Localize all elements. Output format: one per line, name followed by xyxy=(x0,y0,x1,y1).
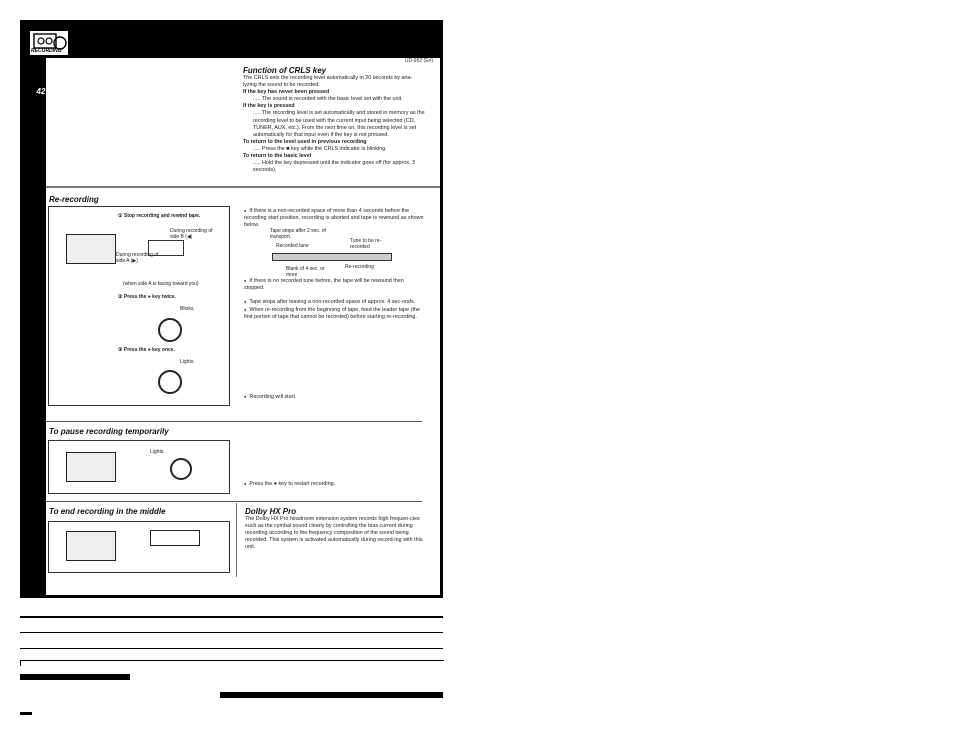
record-key-icon xyxy=(158,318,182,342)
deck-illustration-3 xyxy=(66,531,116,561)
section-tab xyxy=(28,342,46,394)
end-title: To end recording in the middle xyxy=(49,507,166,516)
will-start: ● Recording will start. xyxy=(244,393,424,401)
deck-illustration xyxy=(66,234,116,264)
rerec-notes xyxy=(244,207,424,229)
crls-intro: The CRLS sets the recording level automatically in 20 seconds by ana-lyzing the sound to be recorded. xyxy=(243,75,413,89)
scan-artifact xyxy=(20,616,443,618)
crls-p4: ..... Hold the key depressed until the indicator goes off (for approx. 3 seconds). xyxy=(253,160,416,174)
stop-keys-icon xyxy=(150,530,200,546)
scan-artifact-3 xyxy=(20,648,443,649)
crls-p2: ..... The recording level is set automatically and stored in memory as the recording level to be used with the current input being selected (CD, TUNER, AUX, etc.). From the next time on, this recording level is set automatically for that input even if the key is not pressed. xyxy=(253,110,425,138)
rewind-keys xyxy=(148,240,184,256)
will-start-block xyxy=(244,393,424,401)
crls-title: Function of CRLS key xyxy=(243,66,327,75)
tape-stops-label: Tape stops after 2 sec. of transport. xyxy=(270,228,326,240)
rerec-step2: ② Press the ● key twice. xyxy=(118,294,176,300)
note1: ● If there is a non-recorded space of more than 4 seconds before the recording start position, recording is aborted and tape is rewound as shown below. xyxy=(244,207,424,229)
dolby-title: Dolby HX Pro xyxy=(245,507,297,516)
crls-h3: To return to the level used in previous recording xyxy=(243,138,367,145)
crls-p3: ..... Press the ■ key while the CRLS indicator is blinking. xyxy=(253,145,387,152)
divider-2 xyxy=(46,421,422,422)
blinks-label: Blinks. xyxy=(180,306,195,312)
note4: ● When re-recording from the beginning of tape, feed the leader tape (the first portion of tape that cannot be recorded) before starting re-recording. xyxy=(244,306,424,321)
pause-key-icon xyxy=(170,458,192,480)
crls-body xyxy=(243,75,425,174)
note2: ● If there is no recorded tune before, the tape will be rewound then stopped. xyxy=(244,277,424,292)
blank-label: Blank of 4 sec. or more xyxy=(286,266,325,278)
page-number: 42 xyxy=(36,80,46,102)
rerec-step3: ③ Press the ● key once. xyxy=(118,347,175,353)
scan-artifact-6 xyxy=(220,692,443,698)
scan-artifact-5 xyxy=(20,674,130,680)
pause-lights-label: Lights. xyxy=(150,449,165,455)
crls-h1: If the key has never been pressed xyxy=(243,89,330,96)
scan-artifact-4 xyxy=(20,660,444,666)
left-border xyxy=(20,20,46,598)
header-bar xyxy=(20,20,443,58)
scan-artifact-7 xyxy=(20,712,32,715)
recorded-tune-label: Recorded tune xyxy=(276,243,309,249)
crls-h4: To return to the basic level xyxy=(243,153,312,160)
note2-block xyxy=(244,277,424,292)
deck-illustration-2 xyxy=(66,452,116,482)
dolby-text: The Dolby HX Pro headroom extension system records high frequen-cies such as the cymbal sound clearly by controlling the bias current during recording according to the frequency composition of the sound being recorded. This system is activated automatically during record-ing with this unit. xyxy=(245,516,423,551)
column-divider xyxy=(236,503,237,577)
crls-h2: If the key is pressed xyxy=(243,103,295,110)
lights-label: Lights. xyxy=(180,359,195,365)
model-code: UD-952 (En) xyxy=(404,58,433,64)
divider-3 xyxy=(46,501,422,502)
tune-rerecorded-label: Tune to be re-recorded xyxy=(350,238,382,250)
rerec-title: Re-recording xyxy=(49,195,99,204)
when-side-a: (when side A is facing toward you) xyxy=(123,281,199,287)
note3-block xyxy=(244,298,424,321)
right-border xyxy=(440,20,443,598)
pause-note: ● Press the ● key to restart recording. xyxy=(244,480,424,488)
section-label: RECORDING xyxy=(31,48,62,54)
bottom-border xyxy=(20,595,443,598)
pause-title: To pause recording temporarily xyxy=(49,427,169,436)
crls-p1: ..... The sound is recorded with the basic level set with the unit. xyxy=(253,96,403,103)
pause-note-block xyxy=(244,480,424,488)
tape-diagram xyxy=(272,253,392,261)
note3: ● Tape stops after leaving a non-recorded space of approx. 4 sec-onds. xyxy=(244,298,424,306)
record-key-icon-2 xyxy=(158,370,182,394)
during-b-label: During recording of side B (◀) xyxy=(170,228,213,240)
divider xyxy=(46,186,440,188)
rerec-step1: ① Stop recording and rewind tape. xyxy=(118,213,201,219)
scan-artifact-2 xyxy=(20,632,443,633)
re-recording-label: Re-recording xyxy=(345,264,374,270)
during-a-label: During recording of side A (▶) xyxy=(116,252,159,264)
